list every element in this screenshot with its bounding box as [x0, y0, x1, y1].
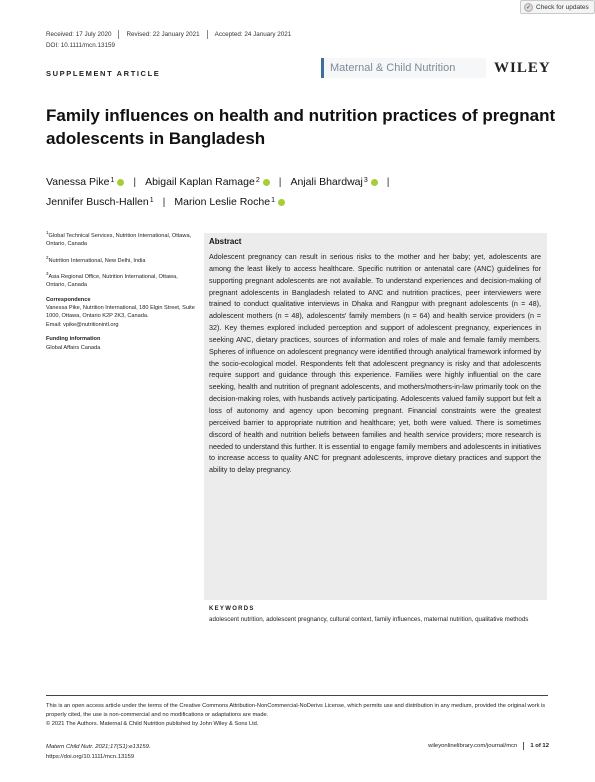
author-list [46, 172, 556, 212]
doi[interactable]: DOI: 10.1111/mcn.13159 [46, 42, 115, 49]
keywords-heading: KEYWORDS [209, 606, 255, 612]
license-text: This is an open access article under the terms of the Creative Commons Attribution-NonCommercial-NoDerivs License, which permits use and distribution in any medium, provided the original work is properly cited, the use is non-commercial and no modifications or adaptations are made. [46, 703, 546, 718]
funding-heading: Funding information [46, 336, 101, 343]
journal-citation: Matern Child Nutr. 2021;17(S1):e13159. [46, 744, 151, 750]
author[interactable] [174, 192, 285, 212]
page-number: 1 of 12 [530, 743, 549, 749]
affiliation: $^3$Asia Regional Office, Nutrition International, Ottawa, Ontario, Canada [46, 270, 178, 289]
affiliation: $^1$Global Technical Services, Nutrition International, Ottawa, Ontario, Canada [46, 230, 192, 248]
revised-date: Revised: 22 January 2021 [126, 31, 200, 38]
affiliation-marker: 2 [255, 177, 260, 184]
divider [118, 30, 119, 39]
divider [523, 742, 524, 750]
copyright-text: © 2021 The Authors. Maternal & Child Nutrition published by John Wiley & Sons Ltd. [46, 721, 259, 727]
article-title: Family influences on health and nutrition practices of pregnant adolescents in Bangladesh [46, 106, 556, 148]
doi-link[interactable]: https://doi.org/10.1111/mcn.13159 [46, 754, 135, 760]
author-separator: | [386, 176, 390, 188]
divider [207, 30, 208, 39]
author[interactable] [46, 172, 124, 192]
citation-block [46, 742, 151, 762]
author-name: Abigail Kaplan Ramage [145, 176, 255, 188]
journal-logo [321, 58, 486, 78]
orcid-icon[interactable] [117, 179, 124, 186]
check-for-updates-button[interactable] [520, 0, 595, 14]
correspondence-address: Vanessa Pike, Nutrition International, 180 Elgin Street, Suite 1000, Ottawa, Ontario K2P 2K3, Canada. [46, 305, 195, 320]
funding-text: Global Affairs Canada [46, 344, 101, 351]
author-name: Anjali Bhardwaj [290, 176, 363, 188]
updates-label: Check for updates [536, 3, 589, 11]
orcid-icon[interactable] [278, 199, 285, 206]
journal-name: Maternal & Child Nutrition [330, 62, 456, 74]
publisher-logo: WILEY [494, 60, 551, 76]
abstract-box [204, 233, 547, 600]
abstract-heading: Abstract [209, 237, 242, 246]
affiliation-marker: 1 [271, 197, 275, 204]
author[interactable] [145, 172, 270, 192]
license-notice [46, 702, 551, 729]
author-name: Jennifer Busch-Hallen [46, 196, 149, 208]
correspondence-email[interactable]: Email: vpike@nutritionintl.org [46, 321, 119, 328]
affiliation-marker: 3 [363, 177, 368, 184]
author-separator: | [162, 196, 166, 208]
received-date: Received: 17 July 2020 [46, 31, 112, 38]
keywords-list: adolescent nutrition, adolescent pregnancy, cultural context, family influences, maternal nutrition, qualitative methods [209, 616, 529, 623]
footer-divider [46, 695, 548, 696]
author[interactable] [290, 172, 377, 192]
article-history [46, 30, 291, 39]
author-separator: | [133, 176, 137, 188]
journal-url[interactable]: wileyonlinelibrary.com/journal/mcn [428, 743, 518, 749]
correspondence-heading: Correspondence [46, 296, 91, 303]
abstract-text: Adolescent pregnancy can result in serious risks to the mother and her baby; yet, adolescents are among the least likely to access healthcare. Specific nutrition or antenatal care (ANC) guidelines for supporting pregnant adolescents are not available. To understand experiences and decision-making of pregnant adolescents in Bangladesh related to ANC and nutrition practices, peer interviewers were trained to conduct qualitative interviews in Dhaka and Rangpur with pregnant adolescents (n = 48), adolescent mothers (n = 48), adolescents' family members (n = 64) and health service providers (n = 32). Key themes explored included perception and support of adolescent pregnancy, experiences in seeking ANC, dietary practices, sources of information and roles of male and female family members. Spheres of influence on adolescent pregnancy were identified through analytical framework informed by the socio-ecological model. Respondents felt that adolescent pregnancy is risky and that adolescents require support and guidance through this experience. Families were highly influential on the care seeking, health and nutrition of pregnant adolescents, and mothers/mothers-in-law primarily took on the decision-making roles, with husbands actively participating. Adolescents valued family support but felt a loss of autonomy and agency upon becoming pregnant. Financial constraints were the greatest perceived barrier to appropriate nutrition and healthcare; yet, both were valued. There is sometimes discord of health and nutrition beliefs between families and health service providers; more research is needed to understand this further. It is essential to engage family members and adolescents in initiatives to increase access to quality ANC for pregnant adolescents, improve dietary practices and support the ability to delay pregnancy. [209, 252, 541, 475]
accepted-date: Accepted: 24 January 2021 [214, 31, 292, 38]
author[interactable] [46, 192, 154, 212]
affiliation-marker: 1 [149, 197, 154, 204]
page-footer [428, 742, 549, 750]
author-name: Marion Leslie Roche [174, 196, 271, 208]
orcid-icon[interactable] [263, 179, 270, 186]
keywords-section [209, 606, 547, 624]
orcid-icon[interactable] [371, 179, 378, 186]
updates-badge-icon: ✓ [525, 4, 532, 11]
author-name: Vanessa Pike [46, 176, 110, 188]
affiliation-marker: 1 [110, 177, 115, 184]
article-type: SUPPLEMENT ARTICLE [46, 69, 161, 78]
article-sidebar [46, 229, 196, 352]
author-separator: | [278, 176, 282, 188]
affiliation: $^2$Nutrition International, New Delhi, India [46, 254, 146, 264]
